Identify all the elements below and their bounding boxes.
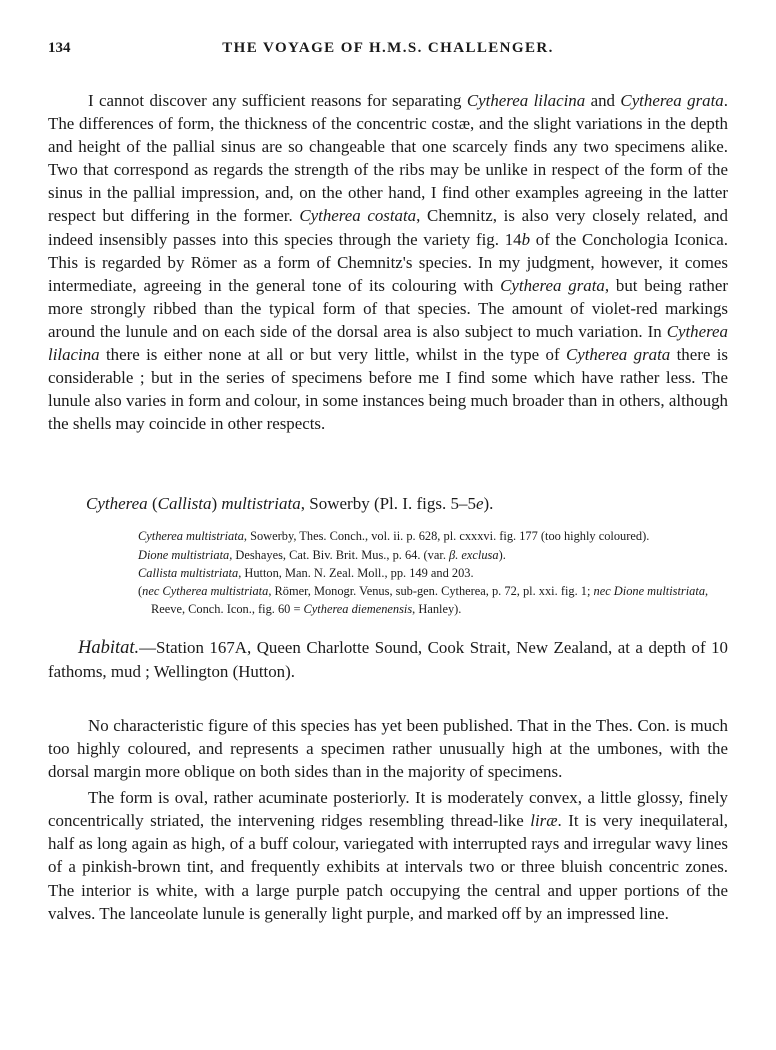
text-run: , Hutton, Man. N. Zeal. Moll., pp. 149 and 203. [238,565,474,580]
synonymy-entry [138,564,728,582]
text-run: ( [138,583,143,598]
page-header [48,40,728,62]
text-run: of the Conchologia Iconica. This is regarded by Römer as a form of Chemnitz's species. In my judgment, however, it comes intermediate, agreeing in the general tone of its colouring with [48,229,728,295]
book-page [48,40,728,925]
italic-text: nec Cytherea multistriata [142,583,269,598]
italic-text: Cytherea multistriata [138,529,244,544]
text-run: . It is very inequilateral, half as long again as high, of a buff colour, variegated with interrupted rays and irregular wavy lines of a pinkish-brown tint, and frequently exhibits at intervals two or three bluish concentric zones. The interior is white, with a large purple patch occupying the central and upper portions of the valves. The lanceolate lunule is generally light purple, and marked off by an impressed line. [48,811,728,923]
text-run: and [585,91,621,110]
italic-text: b [521,229,531,249]
synonymy-entry [138,546,728,564]
italic-text: Cytherea lilacina [48,321,728,365]
habitat-paragraph [48,636,728,683]
text-run: , Reeve, Conch. Icon., fig. 60 = [151,583,709,616]
text-run: . The differences of form, the thickness of the concentric costæ, and the slight variations in the depth and height of the pallial sinus are so changeable that one scarcely finds any two specimens alike. Two that correspond as regards the strength of the ribs may be unlike in respect of the form of the sinus in the pallial impression, and, on the other hand, I find other examples agreeing in the latter respect but differing in the former. [48,91,728,226]
italic-text: nec Dione multistriata [593,583,706,598]
italic-text: Cytherea lilacina [466,91,586,110]
italic-text: Callista multistriata [138,565,239,580]
habitat-text: —Station 167A, Queen Charlotte Sound, Cook Strait, New Zealand, at a depth of 10 fathoms, mud ; Wellington (Hutton). [48,637,728,681]
italic-text: Dione multistriata [138,547,230,562]
italic-text: Cytherea grata [620,91,724,110]
body-paragraph-1 [48,89,728,435]
italic-text: Cytherea grata [500,275,605,295]
body-paragraph-3 [48,786,728,925]
italic-text: multistriata [221,494,301,514]
text-run: there is considerable ; but in the series of specimens before me I find some which have rather less. The lunule also varies in form and colour, in some instances being much broader than in others, although the shells may coincide in other respects. [48,345,728,434]
italic-text: e [475,494,484,514]
species-heading [86,492,728,515]
text-run: ( [147,494,158,514]
running-title: THE VOYAGE OF H.M.S. CHALLENGER. [222,40,554,56]
text-run: , Sowerby (Pl. I. figs. 5–5 [300,494,476,514]
italic-text: Cytherea diemenensis [303,601,413,616]
italic-text: Callista [157,494,212,514]
habitat-label: Habitat. [78,637,140,658]
synonymy-entry [138,582,728,618]
italic-text: liræ [530,811,558,831]
body-paragraph-2: No characteristic figure of this species has yet been published. That in the Thes. Con. is much too highly coloured, and represents a specimen rather unusually high at the umbones, with the dorsal margin more oblique on both sides than in the majority of specimens. [48,715,728,782]
text-run: I cannot discover any sufficient reasons for separating [88,91,467,110]
text-run: , Hanley). [412,601,462,616]
synonymy-entry [138,527,728,545]
italic-text: Cytherea grata [565,345,671,365]
italic-text: Cytherea costata [299,206,417,226]
text-run: , Sowerby, Thes. Conch., vol. ii. p. 628, pl. cxxxvi. fig. 177 (too highly coloured). [243,529,650,544]
text-run: ) [211,494,222,514]
italic-text: Cytherea [86,494,148,514]
text-run: , but being rather more strongly ribbed than the typical form of that species. The amount of violet-red markings around the lunule and on each side of the dorsal area is also subject to much variation. In [48,275,728,341]
text-run: there is either none at all or but very little, whilst in the type of [99,345,566,365]
page-number: 134 [48,40,71,56]
text-run: , Deshayes, Cat. Biv. Brit. Mus., p. 64. (var. [229,547,450,562]
text-run: , Römer, Monogr. Venus, sub-gen. Cytherea, p. 72, pl. xxi. fig. 1; [268,583,594,598]
italic-text: β. exclusa [449,547,499,562]
text-run: ). [498,547,506,562]
text-run: ). [483,494,494,514]
synonymy-list [138,527,728,617]
text-run: The form is oval, rather acuminate posteriorly. It is moderately convex, a little glossy, finely concentrically striated, the intervening ridges resembling thread-like [48,788,728,831]
text-run: , Chemnitz, is also very closely related, and indeed insensibly passes into this species through the variety fig. 14 [48,206,728,249]
